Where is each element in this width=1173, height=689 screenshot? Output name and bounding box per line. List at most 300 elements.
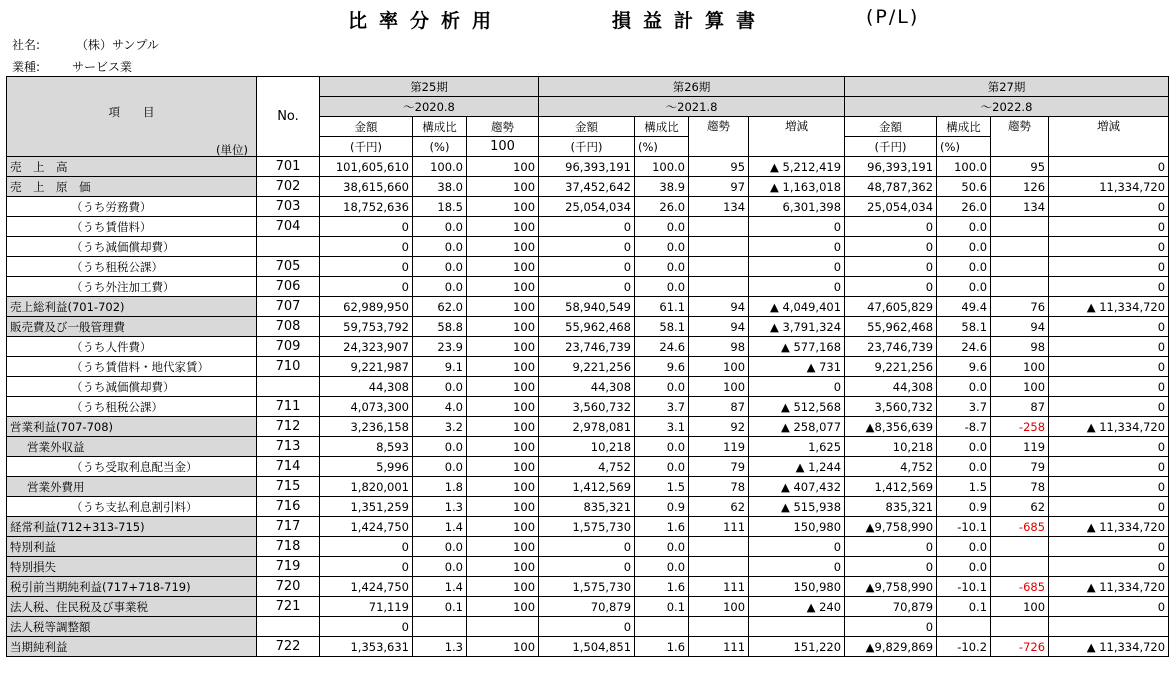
p27-cell: 0.0 bbox=[937, 437, 991, 457]
p26-cell bbox=[749, 617, 845, 637]
p26-cell: 0 bbox=[539, 257, 635, 277]
p26-cell: 0.0 bbox=[635, 217, 689, 237]
p26-cell: 10,218 bbox=[539, 437, 635, 457]
p27-cell: 0 bbox=[845, 277, 937, 297]
p27-cell: 78 bbox=[991, 477, 1049, 497]
p27-cell: 0 bbox=[1049, 157, 1169, 177]
p25-cell: 0.1 bbox=[413, 597, 467, 617]
row-label: （うち支払利息割引料） bbox=[7, 497, 257, 517]
table-row bbox=[7, 437, 1169, 457]
p26-cell: 94 bbox=[689, 317, 749, 337]
p26-cell: 87 bbox=[689, 397, 749, 417]
p27-cell bbox=[991, 237, 1049, 257]
h27-trend: 趨勢 bbox=[991, 117, 1049, 157]
row-no: 722 bbox=[257, 637, 320, 657]
row-label: 売 上 高 bbox=[7, 157, 257, 177]
row-no: 709 bbox=[257, 337, 320, 357]
h27-change: 増減 bbox=[1049, 117, 1169, 157]
p26-cell: 26.0 bbox=[635, 197, 689, 217]
p27-cell: -726 bbox=[991, 637, 1049, 657]
p26-cell: 0.0 bbox=[635, 557, 689, 577]
p27-cell: 100.0 bbox=[937, 157, 991, 177]
p26-cell: ▲ 1,163,018 bbox=[749, 177, 845, 197]
row-no: 706 bbox=[257, 277, 320, 297]
p27-cell: 0 bbox=[845, 257, 937, 277]
company-line bbox=[12, 36, 159, 53]
p26-cell: 0 bbox=[539, 617, 635, 637]
p27-cell: 44,308 bbox=[845, 377, 937, 397]
p26-cell bbox=[689, 557, 749, 577]
row-no: 701 bbox=[257, 157, 320, 177]
p26-cell: 3.7 bbox=[635, 397, 689, 417]
p25-cell: 4,073,300 bbox=[320, 397, 413, 417]
p26-cell: 58,940,549 bbox=[539, 297, 635, 317]
p27-cell: 0 bbox=[1049, 597, 1169, 617]
p25-cell: 0.0 bbox=[413, 457, 467, 477]
p26-cell: ▲ 3,791,324 bbox=[749, 317, 845, 337]
table-row bbox=[7, 317, 1169, 337]
p26-cell: ▲ 5,212,419 bbox=[749, 157, 845, 177]
p26-cell: ▲ 407,432 bbox=[749, 477, 845, 497]
p27-cell: 11,334,720 bbox=[1049, 177, 1169, 197]
p27-cell: 0 bbox=[1049, 477, 1169, 497]
p25-cell: 0.0 bbox=[413, 257, 467, 277]
p25-cell: 8,593 bbox=[320, 437, 413, 457]
h26-amount-unit: (千円) bbox=[539, 137, 635, 157]
p27-cell: 0.1 bbox=[937, 597, 991, 617]
company-label: 社名: bbox=[12, 38, 41, 52]
p25-cell: 1,424,750 bbox=[320, 517, 413, 537]
p26-cell: 0.0 bbox=[635, 457, 689, 477]
p26-cell: 0 bbox=[539, 277, 635, 297]
p25-cell: 100 bbox=[467, 517, 539, 537]
p25-cell: 5,996 bbox=[320, 457, 413, 477]
p27-cell: 0 bbox=[845, 237, 937, 257]
p27-cell: 100 bbox=[991, 357, 1049, 377]
p25-cell: 100 bbox=[467, 277, 539, 297]
p27-cell: 0.0 bbox=[937, 377, 991, 397]
row-no: 713 bbox=[257, 437, 320, 457]
p27-cell: 1.5 bbox=[937, 477, 991, 497]
p27-cell bbox=[991, 217, 1049, 237]
p25-cell: 4.0 bbox=[413, 397, 467, 417]
row-label: （うち賃借料・地代家賃） bbox=[7, 357, 257, 377]
p25-cell: 0 bbox=[320, 557, 413, 577]
p25-cell: 1.4 bbox=[413, 517, 467, 537]
table-row bbox=[7, 397, 1169, 417]
p26-cell: 92 bbox=[689, 417, 749, 437]
p26-cell: 0.0 bbox=[635, 237, 689, 257]
table-row bbox=[7, 157, 1169, 177]
row-no: 710 bbox=[257, 357, 320, 377]
row-label: （うち受取利息配当金） bbox=[7, 457, 257, 477]
p26-cell bbox=[689, 277, 749, 297]
table-row bbox=[7, 637, 1169, 657]
table-row bbox=[7, 597, 1169, 617]
p27-cell bbox=[937, 617, 991, 637]
p26-cell: ▲ 240 bbox=[749, 597, 845, 617]
row-no: 718 bbox=[257, 537, 320, 557]
p26-cell: ▲ 731 bbox=[749, 357, 845, 377]
p27-cell: 134 bbox=[991, 197, 1049, 217]
row-no: 712 bbox=[257, 417, 320, 437]
p27-cell: 1,412,569 bbox=[845, 477, 937, 497]
p25-cell: 0.0 bbox=[413, 537, 467, 557]
table-row bbox=[7, 417, 1169, 437]
row-label: 売上総利益(701-702) bbox=[7, 297, 257, 317]
p27-cell: 50.6 bbox=[937, 177, 991, 197]
p27-cell: -685 bbox=[991, 517, 1049, 537]
p25-cell: 0 bbox=[320, 237, 413, 257]
table-row bbox=[7, 357, 1169, 377]
p27-cell: 0 bbox=[1049, 557, 1169, 577]
p25-cell: 59,753,792 bbox=[320, 317, 413, 337]
p27-cell: 0 bbox=[1049, 217, 1169, 237]
p26-cell: ▲ 515,938 bbox=[749, 497, 845, 517]
row-label: （うち外注加工費） bbox=[7, 277, 257, 297]
p27-cell: 0 bbox=[1049, 377, 1169, 397]
p26-cell: 79 bbox=[689, 457, 749, 477]
p27-cell: 25,054,034 bbox=[845, 197, 937, 217]
p27-cell: -685 bbox=[991, 577, 1049, 597]
p26-cell: 96,393,191 bbox=[539, 157, 635, 177]
p25-cell: 100 bbox=[467, 457, 539, 477]
p27-cell: ▲ 11,334,720 bbox=[1049, 577, 1169, 597]
p26-cell: 3.1 bbox=[635, 417, 689, 437]
row-label: （うち人件費） bbox=[7, 337, 257, 357]
p26-cell bbox=[689, 237, 749, 257]
table-row bbox=[7, 217, 1169, 237]
p27-cell bbox=[991, 557, 1049, 577]
row-label: （うち租税公課） bbox=[7, 397, 257, 417]
table-row bbox=[7, 457, 1169, 477]
p25-cell: 0.0 bbox=[413, 557, 467, 577]
p27-cell: 76 bbox=[991, 297, 1049, 317]
p27-cell: 26.0 bbox=[937, 197, 991, 217]
p27-cell: -258 bbox=[991, 417, 1049, 437]
p25-cell: 18,752,636 bbox=[320, 197, 413, 217]
p25-cell: 0 bbox=[320, 257, 413, 277]
p26-cell: 0.0 bbox=[635, 437, 689, 457]
table-row bbox=[7, 557, 1169, 577]
p25-cell: 3.2 bbox=[413, 417, 467, 437]
period-25-name: 第25期 bbox=[320, 77, 539, 97]
h25-trend-base: 100 bbox=[467, 137, 539, 157]
p26-cell: ▲ 577,168 bbox=[749, 337, 845, 357]
p27-cell: 3.7 bbox=[937, 397, 991, 417]
p25-cell: 100 bbox=[467, 217, 539, 237]
row-label: 販売費及び一般管理費 bbox=[7, 317, 257, 337]
table-row bbox=[7, 237, 1169, 257]
p27-cell: 95 bbox=[991, 157, 1049, 177]
p26-cell: 3,560,732 bbox=[539, 397, 635, 417]
p25-cell: 100 bbox=[467, 317, 539, 337]
p26-cell: 58.1 bbox=[635, 317, 689, 337]
p26-cell: 25,054,034 bbox=[539, 197, 635, 217]
p27-cell: 0.0 bbox=[937, 557, 991, 577]
p26-cell: 0 bbox=[749, 537, 845, 557]
pl-table bbox=[6, 76, 1169, 657]
p27-cell bbox=[991, 617, 1049, 637]
p25-cell: 100.0 bbox=[413, 157, 467, 177]
p26-cell: 1.6 bbox=[635, 637, 689, 657]
p26-cell: 38.9 bbox=[635, 177, 689, 197]
p27-cell: 0 bbox=[845, 217, 937, 237]
p26-cell: 0 bbox=[749, 557, 845, 577]
p26-cell: 0.1 bbox=[635, 597, 689, 617]
company-value: （株）サンプル bbox=[76, 38, 159, 52]
table-row bbox=[7, 577, 1169, 597]
row-label: （うち減価償却費） bbox=[7, 237, 257, 257]
p27-cell: 0.0 bbox=[937, 237, 991, 257]
p27-cell: 0 bbox=[845, 537, 937, 557]
p27-cell: 0 bbox=[1049, 197, 1169, 217]
p25-cell: 71,119 bbox=[320, 597, 413, 617]
p27-cell bbox=[991, 277, 1049, 297]
p26-cell: 111 bbox=[689, 637, 749, 657]
row-no: 705 bbox=[257, 257, 320, 277]
header-item-label: 項 目 bbox=[108, 105, 155, 119]
p27-cell: 94 bbox=[991, 317, 1049, 337]
p26-cell: 134 bbox=[689, 197, 749, 217]
row-no: 719 bbox=[257, 557, 320, 577]
row-no bbox=[257, 377, 320, 397]
title-right: 損益計算書 bbox=[612, 10, 768, 32]
table-row bbox=[7, 537, 1169, 557]
h26-ratio: 構成比 bbox=[635, 117, 689, 137]
p27-cell: ▲ 11,334,720 bbox=[1049, 637, 1169, 657]
header-item-cell bbox=[7, 77, 257, 157]
row-no: 715 bbox=[257, 477, 320, 497]
row-label: 営業利益(707-708) bbox=[7, 417, 257, 437]
p27-cell: 0 bbox=[1049, 317, 1169, 337]
header-no-label: No. bbox=[257, 77, 320, 157]
row-label: （うち賃借料） bbox=[7, 217, 257, 237]
p26-cell: 111 bbox=[689, 577, 749, 597]
p25-cell bbox=[413, 617, 467, 637]
h25-trend: 趨勢 bbox=[467, 117, 539, 137]
p25-cell: 100 bbox=[467, 437, 539, 457]
industry-label: 業種: bbox=[12, 60, 41, 74]
row-no: 721 bbox=[257, 597, 320, 617]
p25-cell: 0.0 bbox=[413, 237, 467, 257]
row-no: 708 bbox=[257, 317, 320, 337]
p25-cell bbox=[467, 617, 539, 637]
p25-cell: 100 bbox=[467, 197, 539, 217]
row-label: 営業外費用 bbox=[7, 477, 257, 497]
p25-cell: 0 bbox=[320, 217, 413, 237]
p26-cell: 0 bbox=[539, 557, 635, 577]
h27-amount-unit: (千円) bbox=[845, 137, 937, 157]
p25-cell: 9,221,987 bbox=[320, 357, 413, 377]
row-label: 特別利益 bbox=[7, 537, 257, 557]
row-no bbox=[257, 237, 320, 257]
p27-cell: 835,321 bbox=[845, 497, 937, 517]
p25-cell: 1,351,259 bbox=[320, 497, 413, 517]
p26-cell: 1.6 bbox=[635, 577, 689, 597]
p26-cell: 1.6 bbox=[635, 517, 689, 537]
table-row bbox=[7, 197, 1169, 217]
p25-cell: 62.0 bbox=[413, 297, 467, 317]
p26-cell: 0.0 bbox=[635, 257, 689, 277]
p26-cell: 0 bbox=[749, 257, 845, 277]
p26-cell: 2,978,081 bbox=[539, 417, 635, 437]
row-no: 703 bbox=[257, 197, 320, 217]
p25-cell: 100 bbox=[467, 577, 539, 597]
row-label: （うち租税公課） bbox=[7, 257, 257, 277]
table-row bbox=[7, 297, 1169, 317]
p25-cell: 100 bbox=[467, 257, 539, 277]
h27-ratio-unit: (%) bbox=[937, 137, 991, 157]
row-label: （うち労務費） bbox=[7, 197, 257, 217]
p25-cell: 101,605,610 bbox=[320, 157, 413, 177]
row-no: 720 bbox=[257, 577, 320, 597]
p27-cell: 100 bbox=[991, 597, 1049, 617]
p26-cell bbox=[689, 537, 749, 557]
p26-cell: 78 bbox=[689, 477, 749, 497]
p27-cell: 9,221,256 bbox=[845, 357, 937, 377]
p26-cell: 150,980 bbox=[749, 517, 845, 537]
p27-cell: 0 bbox=[1049, 337, 1169, 357]
row-no: 716 bbox=[257, 497, 320, 517]
h25-amount-unit: (千円) bbox=[320, 137, 413, 157]
p27-cell: 79 bbox=[991, 457, 1049, 477]
row-label: 経常利益(712+313-715) bbox=[7, 517, 257, 537]
p27-cell: 3,560,732 bbox=[845, 397, 937, 417]
p25-cell: 0.0 bbox=[413, 377, 467, 397]
pl-body bbox=[7, 157, 1169, 657]
h25-amount: 金額 bbox=[320, 117, 413, 137]
table-row bbox=[7, 277, 1169, 297]
row-no: 704 bbox=[257, 217, 320, 237]
row-label: 売 上 原 価 bbox=[7, 177, 257, 197]
p26-cell: 97 bbox=[689, 177, 749, 197]
period-26-name: 第26期 bbox=[539, 77, 845, 97]
p25-cell: 0.0 bbox=[413, 217, 467, 237]
p26-cell: 23,746,739 bbox=[539, 337, 635, 357]
p26-cell: 100 bbox=[689, 597, 749, 617]
p25-cell: 100 bbox=[467, 357, 539, 377]
p27-cell: 0 bbox=[1049, 437, 1169, 457]
row-label: 特別損失 bbox=[7, 557, 257, 577]
p26-cell: 62 bbox=[689, 497, 749, 517]
title-suffix: (P/L) bbox=[866, 6, 920, 28]
table-row bbox=[7, 337, 1169, 357]
p25-cell: 100 bbox=[467, 157, 539, 177]
row-no: 707 bbox=[257, 297, 320, 317]
p26-cell: 1,625 bbox=[749, 437, 845, 457]
table-row bbox=[7, 617, 1169, 637]
p27-cell: 96,393,191 bbox=[845, 157, 937, 177]
p25-cell: 38.0 bbox=[413, 177, 467, 197]
p27-cell: 0 bbox=[1049, 497, 1169, 517]
p26-cell: 95 bbox=[689, 157, 749, 177]
p27-cell: 9.6 bbox=[937, 357, 991, 377]
p25-cell: 100 bbox=[467, 497, 539, 517]
p25-cell: 100 bbox=[467, 397, 539, 417]
p27-cell: 0 bbox=[845, 557, 937, 577]
header-unit-label: (単位) bbox=[216, 143, 248, 157]
title-left: 比率分析用 bbox=[348, 10, 504, 32]
p27-cell: 0 bbox=[1049, 537, 1169, 557]
period-27-name: 第27期 bbox=[845, 77, 1169, 97]
p25-cell: 44,308 bbox=[320, 377, 413, 397]
row-label: 法人税等調整額 bbox=[7, 617, 257, 637]
p27-cell bbox=[991, 537, 1049, 557]
p25-cell: 100 bbox=[467, 177, 539, 197]
p27-cell: 0 bbox=[1049, 257, 1169, 277]
p26-cell: 0 bbox=[749, 237, 845, 257]
h26-change: 増減 bbox=[749, 117, 845, 157]
row-no: 717 bbox=[257, 517, 320, 537]
p26-cell bbox=[689, 257, 749, 277]
h26-ratio-unit: (%) bbox=[635, 137, 689, 157]
p27-cell: 126 bbox=[991, 177, 1049, 197]
p26-cell: 0 bbox=[749, 277, 845, 297]
p26-cell: 94 bbox=[689, 297, 749, 317]
p27-cell: 0 bbox=[1049, 357, 1169, 377]
p27-cell: ▲9,829,869 bbox=[845, 637, 937, 657]
p26-cell: 24.6 bbox=[635, 337, 689, 357]
document-title bbox=[0, 6, 1173, 36]
p26-cell: 0.0 bbox=[635, 537, 689, 557]
p26-cell: 100 bbox=[689, 357, 749, 377]
table-row bbox=[7, 497, 1169, 517]
p27-cell: 0.9 bbox=[937, 497, 991, 517]
row-no: 702 bbox=[257, 177, 320, 197]
p25-cell: 100 bbox=[467, 237, 539, 257]
h26-amount: 金額 bbox=[539, 117, 635, 137]
p27-cell: 48,787,362 bbox=[845, 177, 937, 197]
p26-cell: 111 bbox=[689, 517, 749, 537]
p26-cell: 1,575,730 bbox=[539, 517, 635, 537]
p27-cell: ▲ 11,334,720 bbox=[1049, 417, 1169, 437]
p27-cell: 0.0 bbox=[937, 257, 991, 277]
industry-value: サービス業 bbox=[72, 60, 133, 74]
p26-cell: 0 bbox=[539, 217, 635, 237]
p26-cell: 61.1 bbox=[635, 297, 689, 317]
p26-cell: 1,504,851 bbox=[539, 637, 635, 657]
p26-cell: 9.6 bbox=[635, 357, 689, 377]
p26-cell: 835,321 bbox=[539, 497, 635, 517]
p27-cell: 47,605,829 bbox=[845, 297, 937, 317]
p26-cell: ▲ 258,077 bbox=[749, 417, 845, 437]
p26-cell bbox=[635, 617, 689, 637]
period-26-date: ～2021.8 bbox=[539, 97, 845, 117]
p27-cell: 0 bbox=[1049, 277, 1169, 297]
p26-cell: 0 bbox=[539, 537, 635, 557]
table-row bbox=[7, 177, 1169, 197]
h26-trend: 趨勢 bbox=[689, 117, 749, 157]
table-row bbox=[7, 257, 1169, 277]
p25-cell: 1,353,631 bbox=[320, 637, 413, 657]
p27-cell: 0 bbox=[1049, 457, 1169, 477]
p27-cell: 0 bbox=[1049, 237, 1169, 257]
p25-cell: 0.0 bbox=[413, 437, 467, 457]
p27-cell: -10.2 bbox=[937, 637, 991, 657]
p25-cell: 100 bbox=[467, 417, 539, 437]
p27-cell: 58.1 bbox=[937, 317, 991, 337]
p27-cell: -10.1 bbox=[937, 517, 991, 537]
p25-cell: 58.8 bbox=[413, 317, 467, 337]
row-label: 当期純利益 bbox=[7, 637, 257, 657]
p25-cell: 100 bbox=[467, 537, 539, 557]
table-row bbox=[7, 477, 1169, 497]
p27-cell: 119 bbox=[991, 437, 1049, 457]
p26-cell: 151,220 bbox=[749, 637, 845, 657]
p25-cell: 100 bbox=[467, 637, 539, 657]
p26-cell: 1.5 bbox=[635, 477, 689, 497]
